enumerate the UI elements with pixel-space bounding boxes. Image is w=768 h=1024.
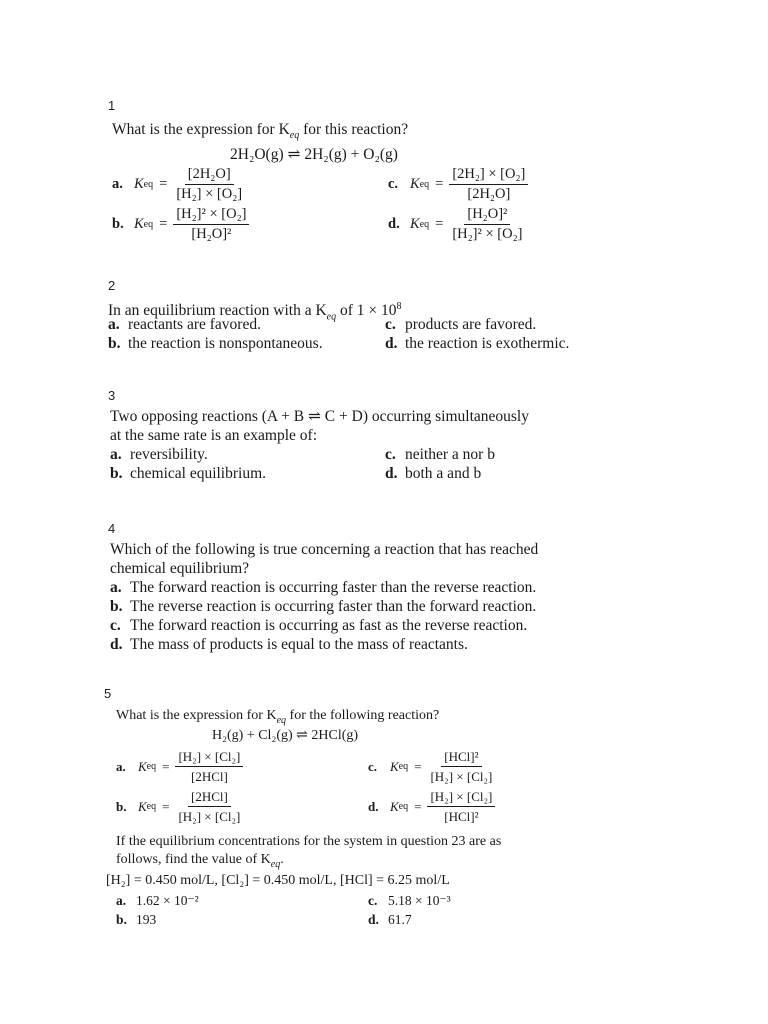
answer-c[interactable]: c. 5.18 × 10⁻³ — [368, 893, 451, 908]
option-c[interactable]: c. K eq = $\frac{\text{[HCl]²}}{\text{[H₂] × [Cl₂]}}$ — [368, 749, 493, 784]
followup-line2: follows, find the value of $K_{eq}$. — [116, 852, 284, 870]
question-prompt-line1: Which of the following is true concerning a reaction that has reached — [110, 541, 539, 558]
option-a[interactable]: a. reversibility. — [110, 446, 208, 463]
option-a[interactable]: a. The forward reaction is occurring faster than the reverse reaction. — [110, 579, 537, 596]
followup-line1: If the equilibrium concentrations for the system in question 23 are as — [116, 834, 502, 849]
option-b[interactable]: b. K eq = $\frac{\text{[2HCl]}}{\text{[H₂] × [Cl₂]}}$ — [116, 789, 241, 824]
answer-a[interactable]: a. 1.62 × 10⁻² — [116, 893, 199, 908]
question-number: 3 — [108, 388, 116, 403]
option-d[interactable]: d. K eq = $\frac{\text{[H₂] × [Cl₂]}}{\text{[HCl]²}}$ — [368, 788, 495, 825]
option-c[interactable]: c. K eq = $\frac{\text{[2H₂] × [O₂]}}{\text{[2H₂O]}}$ — [388, 166, 528, 203]
question-prompt: What is the expression for $K_{eq}$ for this reaction? — [112, 121, 409, 142]
reaction-equation: H₂(g) + Cl₂(g) ⇌ 2HCl(g) — [212, 728, 359, 743]
option-d[interactable]: d. K eq = $\frac{\text{[H₂O]²}}{\text{[H₂]² × [O₂]}}$ — [388, 206, 523, 242]
option-c[interactable]: c. products are favored. — [385, 316, 537, 333]
question-prompt-line2: chemical equilibrium? — [110, 560, 250, 577]
question-number: 2 — [108, 278, 116, 293]
question-prompt: What is the expression for $K_{eq}$ for the following reaction? — [116, 708, 440, 726]
answer-d[interactable]: d. 61.7 — [368, 912, 412, 927]
option-b[interactable]: b. The reverse reaction is occurring faster than the forward reaction. — [110, 598, 537, 615]
option-b[interactable]: b. K eq = $\frac{\text{[H₂]² × [O₂]}}{\text{[H₂O]²}}$ — [112, 206, 249, 243]
question-prompt-line1: Two opposing reactions (A + B ⇌ C + D) occurring simultaneously — [110, 408, 529, 425]
answer-b[interactable]: b. 193 — [116, 912, 157, 927]
question-number: 5 — [104, 686, 112, 701]
question-number: 1 — [108, 98, 116, 113]
option-d[interactable]: d. both a and b — [385, 465, 482, 482]
option-d[interactable]: d. the reaction is exothermic. — [385, 335, 570, 352]
option-b[interactable]: b. chemical equilibrium. — [110, 465, 267, 482]
option-c[interactable]: c. The forward reaction is occurring as fast as the reverse reaction. — [110, 617, 528, 634]
question-prompt: In an equilibrium reaction with a $K_{eq}$ of $1 \times 10^8$ — [108, 301, 402, 323]
option-b[interactable]: b. the reaction is nonspontaneous. — [108, 335, 323, 352]
option-d[interactable]: d. The mass of products is equal to the mass of reactants. — [110, 636, 468, 653]
option-a[interactable]: a. reactants are favored. — [108, 316, 261, 333]
reaction-equation: 2H₂O(g) ⇌ 2H₂(g) + O₂(g) — [230, 146, 398, 163]
concentrations: [H₂] = 0.450 mol/L, [Cl₂] = 0.450 mol/L, [HCl] = 6.25 mol/L — [106, 873, 450, 888]
option-a[interactable]: a. K eq = $\frac{\text{[2H₂O]}}{\text{[H₂] × [O₂]}}$ — [112, 166, 243, 202]
option-a[interactable]: a. K eq = $\frac{\text{[H₂] × [Cl₂]}}{\text{[2HCl]}}$ — [116, 748, 243, 785]
question-prompt-line2: at the same rate is an example of: — [110, 427, 318, 444]
question-number: 4 — [108, 521, 116, 536]
option-c[interactable]: c. neither a nor b — [385, 446, 495, 463]
